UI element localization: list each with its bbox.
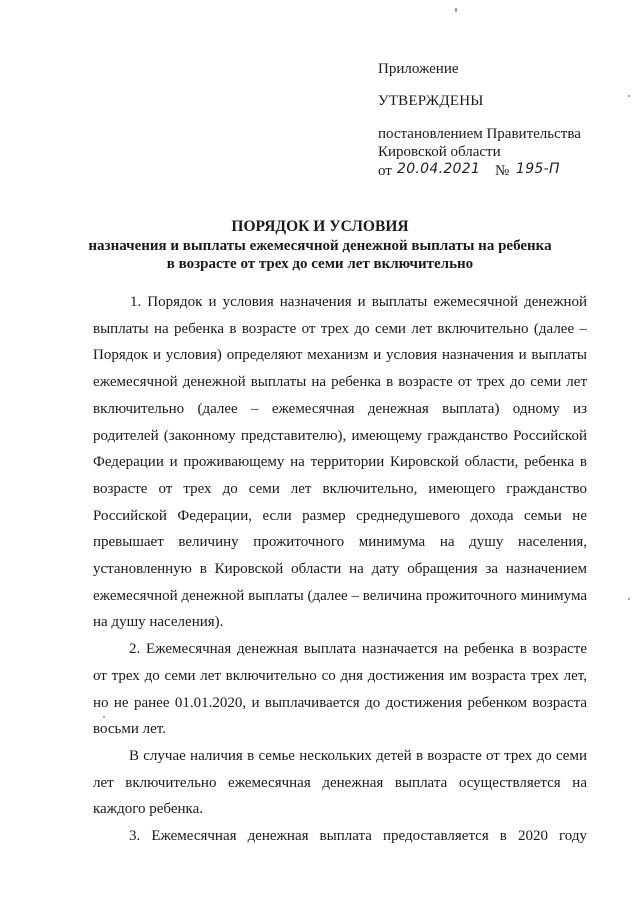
paragraph-4: 3. Ежемесячная денежная выплата предоставляется в 2020 году xyxy=(129,828,587,845)
title-main: ПОРЯДОК И УСЛОВИЯ xyxy=(231,218,409,235)
document-body xyxy=(93,289,587,850)
decree-line-1: постановлением Правительства xyxy=(378,126,581,142)
scan-speck xyxy=(103,716,105,718)
number-label: № xyxy=(495,163,510,179)
from-label: от xyxy=(378,163,392,179)
decree-date: 20.04.2021 xyxy=(397,161,481,177)
scan-speck xyxy=(628,95,630,97)
title-line-3: в возрасте от трех до семи лет включительно xyxy=(166,256,474,272)
paragraph-3: В случае наличия в семье нескольких детей в возрасте от трех до семи лет включительно ежемесячная денежная выплата осуществляется на каждого ребенка. xyxy=(93,747,587,818)
decree-line-2: Кировской области xyxy=(378,144,501,160)
paragraph-2: 2. Ежемесячная денежная выплата назначается на ребенка в возрасте от трех до семи лет включительно со дня достижения им возраста трех лет, но не ранее 01.01.2020, и выплачивается до достижения ребенком возраста восьми лет. xyxy=(93,641,587,738)
decree-date-number-row xyxy=(378,161,628,181)
scan-speck xyxy=(628,598,630,600)
approved-label: УТВЕРЖДЕНЫ xyxy=(378,93,484,109)
document-title xyxy=(60,218,580,273)
decree-number: 195-П xyxy=(516,161,560,177)
paragraph-1: 1. Порядок и условия назначения и выплаты ежемесячной денежной выплаты на ребенка в возрасте от трех до семи лет включительно (далее – Порядок и условия) определяют механизм и условия назначения и выплаты ежемесячной денежной выплаты на ребенка в возрасте от трех до семи лет включительно (далее – ежемесячная денежная выплата) одному из родителей (законному представителю), имеющему гражданство Российской Федерации и проживающему на территории Кировской области, ребенка в возрасте от трех до семи лет включительно, имеющего гражданство Российской Федерации, если размер среднедушевого дохода семьи не превышает величину прожиточного минимума на душу населения, установленную в Кировской области на дату обращения за назначением ежемесячной денежной выплаты (далее – величина прожиточного минимума на душу населения). xyxy=(93,294,587,631)
scan-speck xyxy=(455,8,457,12)
title-line-2: назначения и выплаты ежемесячной денежной выплаты на ребенка xyxy=(88,238,552,254)
appendix-label: Приложение xyxy=(378,61,459,77)
approval-block xyxy=(378,60,628,181)
